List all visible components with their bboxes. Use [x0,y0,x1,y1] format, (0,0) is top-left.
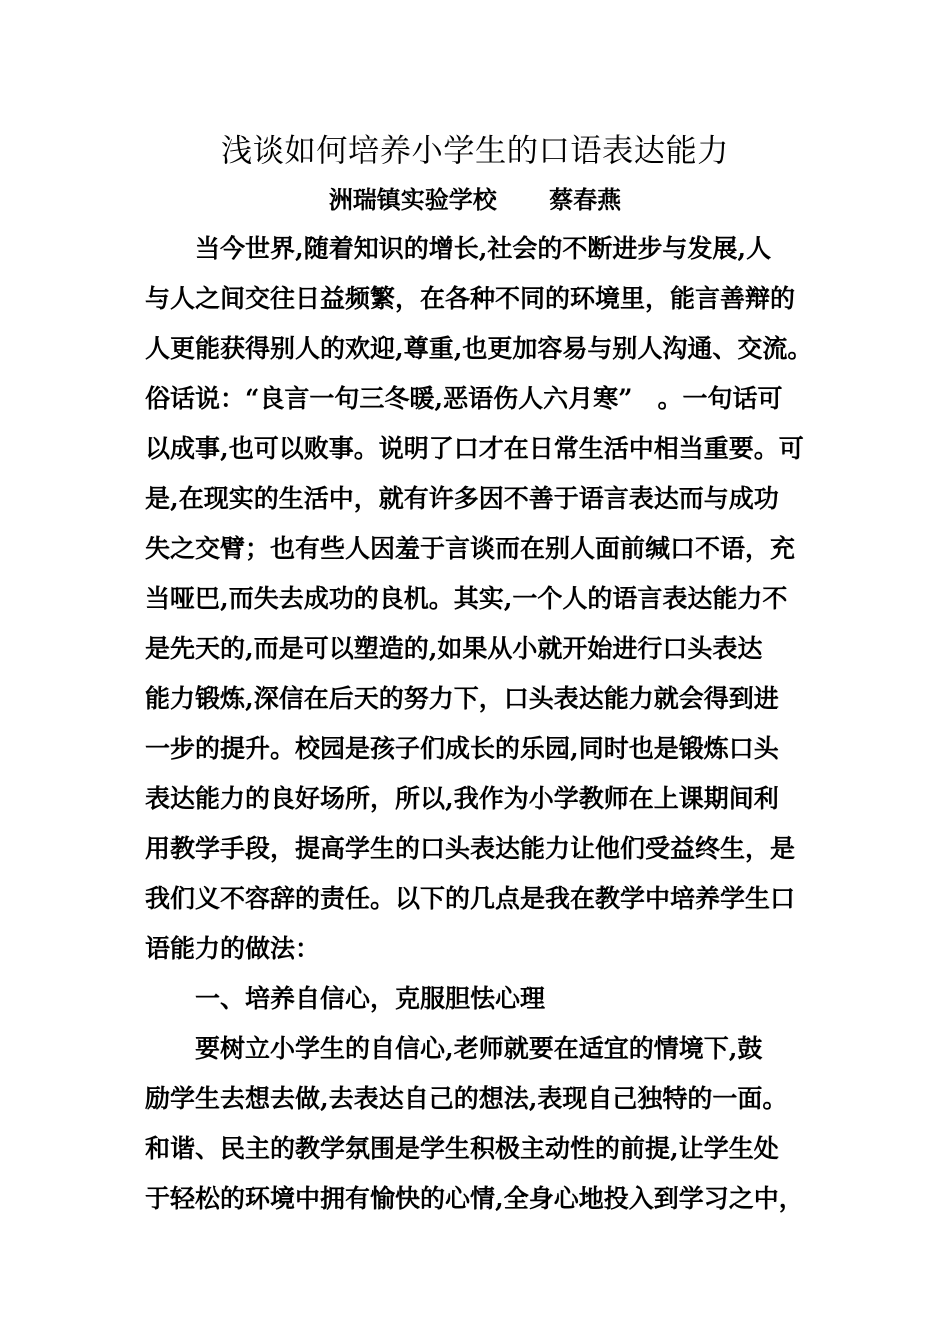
body-line-4: 俗话说：“良言一句三冬暖,恶语伤人六月寒” 。一句话可 [145,384,783,413]
body-line-20: 于轻松的环境中拥有愉快的心情,全身心地投入到学习之中， [145,1184,804,1213]
body-line-11: 一步的提升。校园是孩子们成长的乐园,同时也是锻炼口头 [145,734,779,763]
body-line-17: 要树立小学生的自信心,老师就要在适宜的情境下,鼓 [195,1034,763,1063]
body-line-15: 语能力的做法： [145,934,321,963]
author-name: 蔡春燕 [549,185,622,214]
author-school: 洲瑞镇实验学校 [328,185,497,214]
body-line-18: 励学生去想去做,去表达自己的想法,表现自己独特的一面。 [145,1084,788,1113]
body-line-6: 是,在现实的生活中，就有许多因不善于语言表达而与成功 [145,484,779,513]
body-line-14: 我们义不容辞的责任。以下的几点是我在教学中培养学生口 [145,884,796,913]
byline [0,180,950,220]
body-line-7: 失之交臂；也有些人因羞于言谈而在别人面前缄口不语，充 [145,534,796,563]
document-title: 浅谈如何培养小学生的口语表达能力 [221,133,729,169]
body-line-8: 当哑巴,而失去成功的良机。其实,一个人的语言表达能力不 [145,584,788,613]
body-line-12: 表达能力的良好场所，所以,我作为小学教师在上课期间利 [145,784,779,813]
body-line-19: 和谐、民主的教学氛围是学生积极主动性的前提,让学生处 [145,1134,779,1163]
body-line-2: 与人之间交往日益频繁，在各种不同的环境里，能言善辩的 [145,284,796,313]
body-line-9: 是先天的,而是可以塑造的,如果从小就开始进行口头表达 [145,634,763,663]
body-line-5: 以成事,也可以败事。说明了口才在日常生活中相当重要。可 [145,434,804,463]
body-line-3: 人更能获得别人的欢迎,尊重,也更加容易与别人沟通、交流。 [145,334,813,363]
section-heading-1: 一、培养自信心，克服胆怯心理 [195,984,546,1013]
body-line-10: 能力锻炼,深信在后天的努力下，口头表达能力就会得到进 [145,684,779,713]
body-line-1: 当今世界,随着知识的增长,社会的不断进步与发展,人 [195,234,772,263]
body-line-13: 用教学手段，提高学生的口头表达能力让他们受益终生，是 [145,834,796,863]
